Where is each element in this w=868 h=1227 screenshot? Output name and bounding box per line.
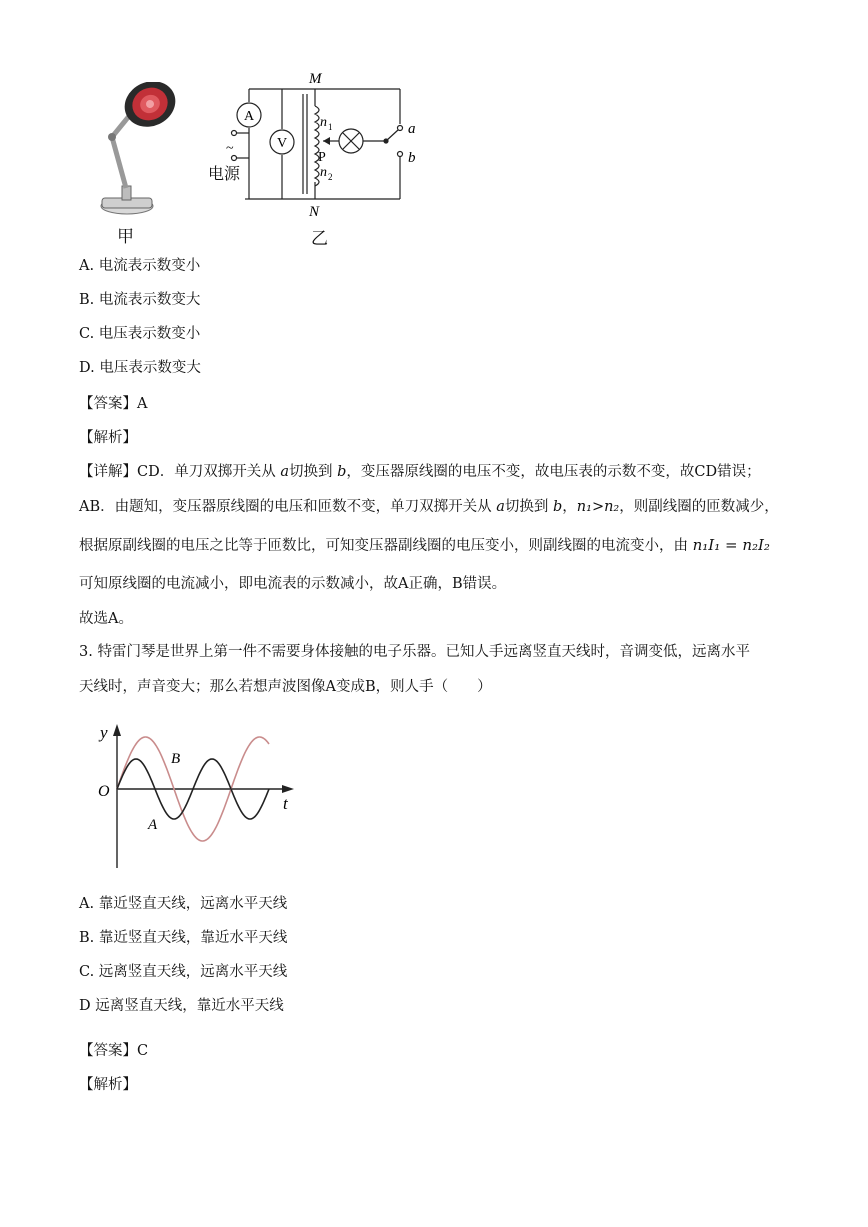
q3-analysis-heading: 【解析】 [79,1077,137,1093]
q3-option-c: C. 远离竖直天线，远离水平天线 [79,964,288,980]
lamp-figure [72,82,182,217]
q3-stem-line-2: 天线时，声音变大；那么若想声波图像A变成B，则人手（ ） [79,679,492,695]
wave-graph [92,720,307,870]
switch-a-label: a [408,121,416,137]
q2-option-d: D. 电压表示数变大 [79,360,201,376]
n2-sub: 2 [328,172,333,182]
q2-detail-line-3: 根据原副线圈的电压之比等于匝数比，可知变压器副线圈的电压变小，则副线圈的电流变小，由 n₁I₁ = n₂I₂ [79,536,770,554]
q2-option-b: B. 电流表示数变大 [79,292,201,308]
y-axis-label: y [100,723,108,742]
n1-label: n [320,115,327,130]
q3-option-a: A. 靠近竖直天线，远离水平天线 [79,896,288,912]
q2-conclusion: 故选A。 [79,611,133,627]
q3-option-b: B. 靠近竖直天线，靠近水平天线 [79,930,288,946]
wave-b-label: B [171,751,181,767]
wave-a-label: A [148,817,158,833]
source-symbol: ~ [226,141,234,156]
n2-label: n [320,165,327,180]
t-axis-label: t [283,794,288,813]
lamp-label: 甲 [117,227,134,247]
circuit-diagram [205,64,425,246]
q3-answer: 【答案】C [79,1043,149,1059]
n1-sub: 1 [328,122,333,132]
slider-label: P [318,150,326,165]
q2-option-c: C. 电压表示数变小 [79,326,201,342]
node-n: N [309,204,320,220]
voltmeter-label: V [277,136,288,151]
source-label: 电源 [208,164,241,183]
q3-option-d: D 远离竖直天线，靠近水平天线 [79,998,284,1014]
q2-detail-line-2: AB．由题知，变压器原线圈的电压和匝数不变，单刀双掷开关从 a切换到 b，n₁>n₂，则副线圈的匝数减少， [79,499,779,515]
q2-option-a: A. 电流表示数变小 [79,258,201,274]
switch-b-label: b [408,150,416,166]
q2-detail-line-1: 【详解】CD．单刀双掷开关从 a切换到 b，变压器原线圈的电压不变，故电压表的示数不变，故CD错误； [79,464,761,480]
ammeter-label: A [244,109,255,124]
q2-answer: 【答案】A [79,396,148,412]
circuit-label: 乙 [311,229,328,249]
origin-label: O [98,783,110,800]
q3-stem-line-1: 3. 特雷门琴是世界上第一件不需要身体接触的电子乐器。已知人手远离竖直天线时，音调变低，远离水平 [79,644,750,660]
q2-analysis-heading: 【解析】 [79,430,137,446]
q2-detail-line-4: 可知原线圈的电流减小，即电流表的示数减小，故A正确，B错误。 [79,576,507,592]
node-m: M [309,71,322,87]
